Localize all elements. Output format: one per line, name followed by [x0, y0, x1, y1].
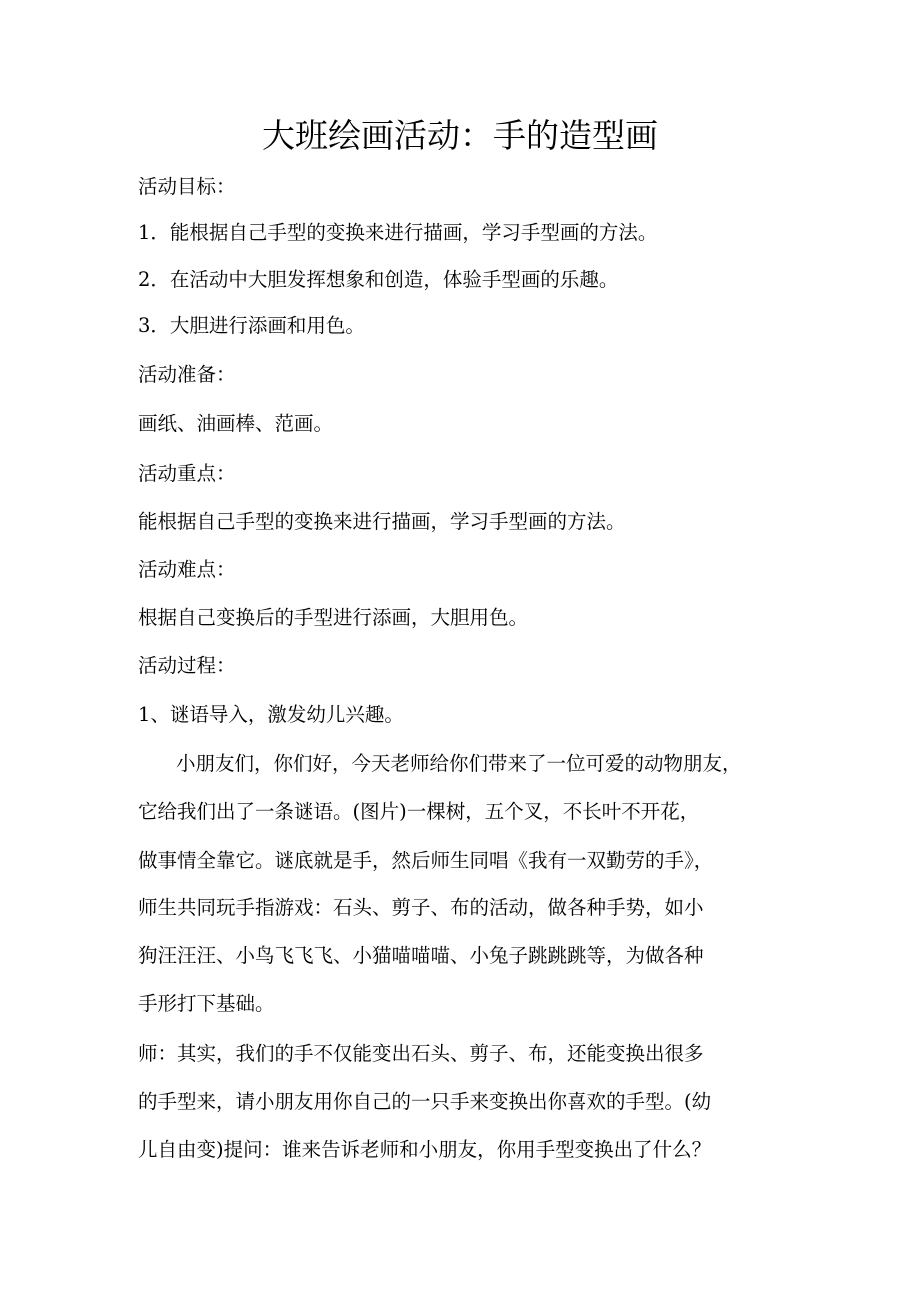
document-title: 大班绘画活动：手的造型画: [262, 116, 658, 155]
goal-item-2: 2．在活动中大胆发挥想象和创造，体验手型画的乐趣。: [138, 268, 619, 291]
section-heading-preparation: 活动准备：: [138, 363, 236, 386]
body-paragraph-line: 的手型来，请小朋友用你自己的一只手来变换出你喜欢的手型。(幼: [138, 1090, 712, 1113]
body-paragraph-line: 师：其实，我们的手不仅能变出石头、剪子、布，还能变换出很多: [138, 1042, 704, 1065]
goal-item-3: 3．大胆进行添画和用色。: [138, 314, 365, 337]
difficulty-text: 根据自己变换后的手型进行添画，大胆用色。: [138, 606, 529, 629]
process-step-1: 1、谜语导入，激发幼儿兴趣。: [138, 703, 404, 726]
key-point-text: 能根据自己手型的变换来进行描画，学习手型画的方法。: [138, 510, 626, 533]
body-paragraph-line: 它给我们出了一条谜语。(图片)一棵树，五个叉，不长叶不开花，: [138, 800, 700, 823]
body-paragraph-line: 小朋友们，你们好，今天老师给你们带来了一位可爱的动物朋友，: [176, 752, 742, 775]
body-paragraph-line: 做事情全靠它。谜底就是手，然后师生同唱《我有一双勤劳的手》，: [138, 849, 714, 872]
body-paragraph-line: 师生共同玩手指游戏：石头、剪子、布的活动，做各种手势，如小: [138, 896, 704, 919]
section-heading-process: 活动过程：: [138, 654, 236, 677]
body-paragraph-line: 狗汪汪汪、小鸟飞飞飞、小猫喵喵喵、小兔子跳跳跳等，为做各种: [138, 944, 704, 967]
preparation-text: 画纸、油画棒、范画。: [138, 412, 334, 435]
body-paragraph-line: 手形打下基础。: [138, 992, 275, 1015]
section-heading-key-point: 活动重点：: [138, 462, 236, 485]
goal-item-1: 1．能根据自己手型的变换来进行描画，学习手型画的方法。: [138, 221, 658, 244]
section-heading-difficulty: 活动难点：: [138, 558, 236, 581]
body-paragraph-line: 儿自由变)提问：谁来告诉老师和小朋友，你用手型变换出了什么？: [138, 1138, 712, 1161]
section-heading-goals: 活动目标：: [138, 175, 236, 198]
